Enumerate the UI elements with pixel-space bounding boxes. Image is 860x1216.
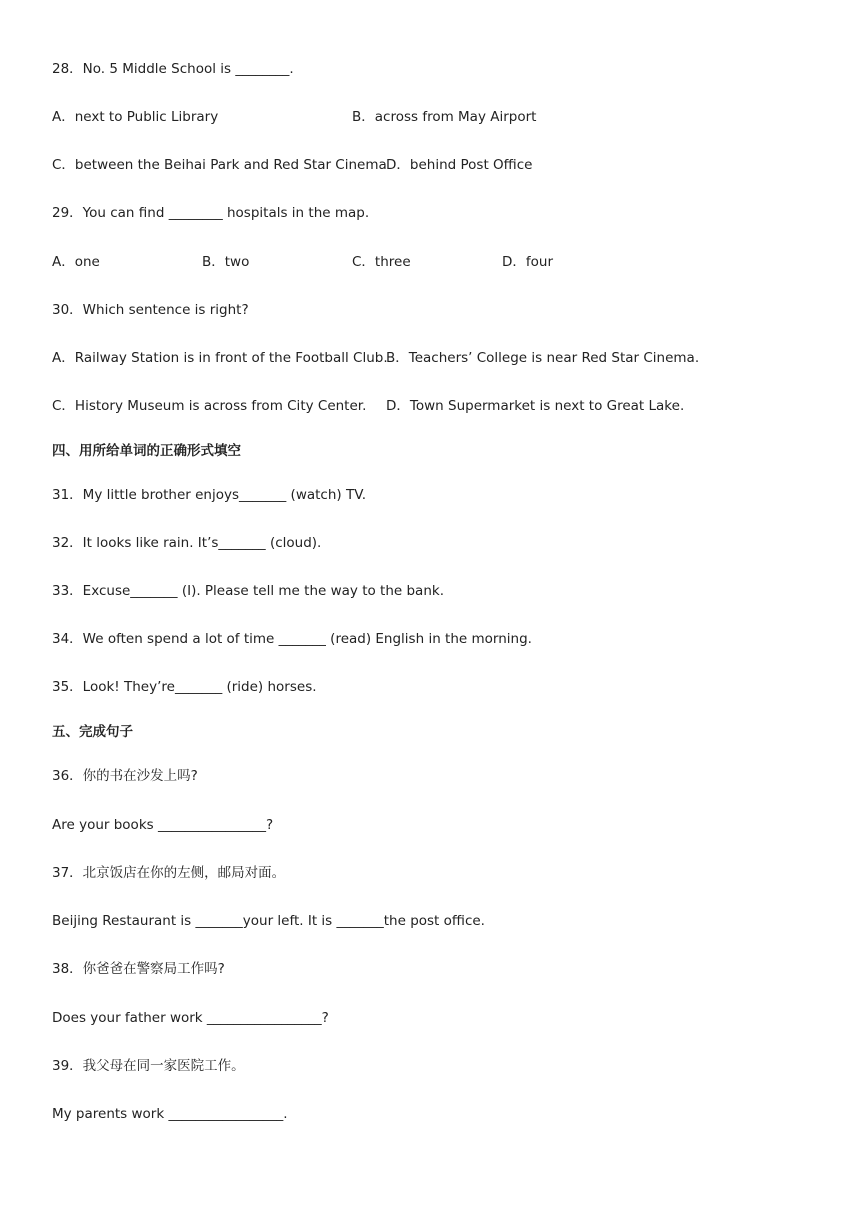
option-d: D．behind Post Office bbox=[386, 157, 533, 173]
question-33: 33．Excuse_______ (I). Please tell me the way to the bank. bbox=[52, 583, 444, 599]
question-32: 32．It looks like rain. It’s_______ (cloud). bbox=[52, 535, 322, 551]
question-35: 35．Look! They’re_______ (ride) horses. bbox=[52, 679, 317, 695]
option-c: C．between the Beihai Park and Red Star Cinema bbox=[52, 157, 387, 173]
question-stem: 29．You can find ________ hospitals in the map. bbox=[52, 205, 370, 221]
option-a: A．Railway Station is in front of the Football Club. bbox=[52, 350, 388, 366]
option-c: C．three bbox=[352, 254, 411, 270]
question-37-english: Beijing Restaurant is _______your left. It is _______the post office. bbox=[52, 913, 485, 929]
question-36-chinese: 36．你的书在沙发上吗? bbox=[52, 768, 198, 784]
option-d: D．four bbox=[502, 254, 554, 270]
question-stem: 30．Which sentence is right? bbox=[52, 302, 249, 318]
option-c: C．History Museum is across from City Center. bbox=[52, 398, 367, 414]
section-heading: 五、完成句子 bbox=[52, 724, 133, 740]
question-39-chinese: 39．我父母在同一家医院工作。 bbox=[52, 1058, 245, 1074]
question-38-english: Does your father work _________________? bbox=[52, 1010, 329, 1026]
question-31: 31．My little brother enjoys_______ (watch) TV. bbox=[52, 487, 367, 503]
question-34: 34．We often spend a lot of time _______ (read) English in the morning. bbox=[52, 631, 532, 647]
question-stem: 28．No. 5 Middle School is ________. bbox=[52, 61, 294, 77]
question-38-chinese: 38．你爸爸在警察局工作吗? bbox=[52, 961, 225, 977]
option-a: A．next to Public Library bbox=[52, 109, 219, 125]
option-b: B．Teachers’ College is near Red Star Cinema. bbox=[386, 350, 700, 366]
question-36-english: Are your books ________________? bbox=[52, 817, 274, 833]
option-a: A．one bbox=[52, 254, 100, 270]
option-b: B．two bbox=[202, 254, 250, 270]
option-d: D．Town Supermarket is next to Great Lake. bbox=[386, 398, 685, 414]
section-heading: 四、用所给单词的正确形式填空 bbox=[52, 443, 241, 459]
question-37-chinese: 37．北京饭店在你的左侧，邮局对面。 bbox=[52, 865, 286, 881]
option-b: B．across from May Airport bbox=[352, 109, 537, 125]
question-39-english: My parents work _________________. bbox=[52, 1106, 288, 1122]
